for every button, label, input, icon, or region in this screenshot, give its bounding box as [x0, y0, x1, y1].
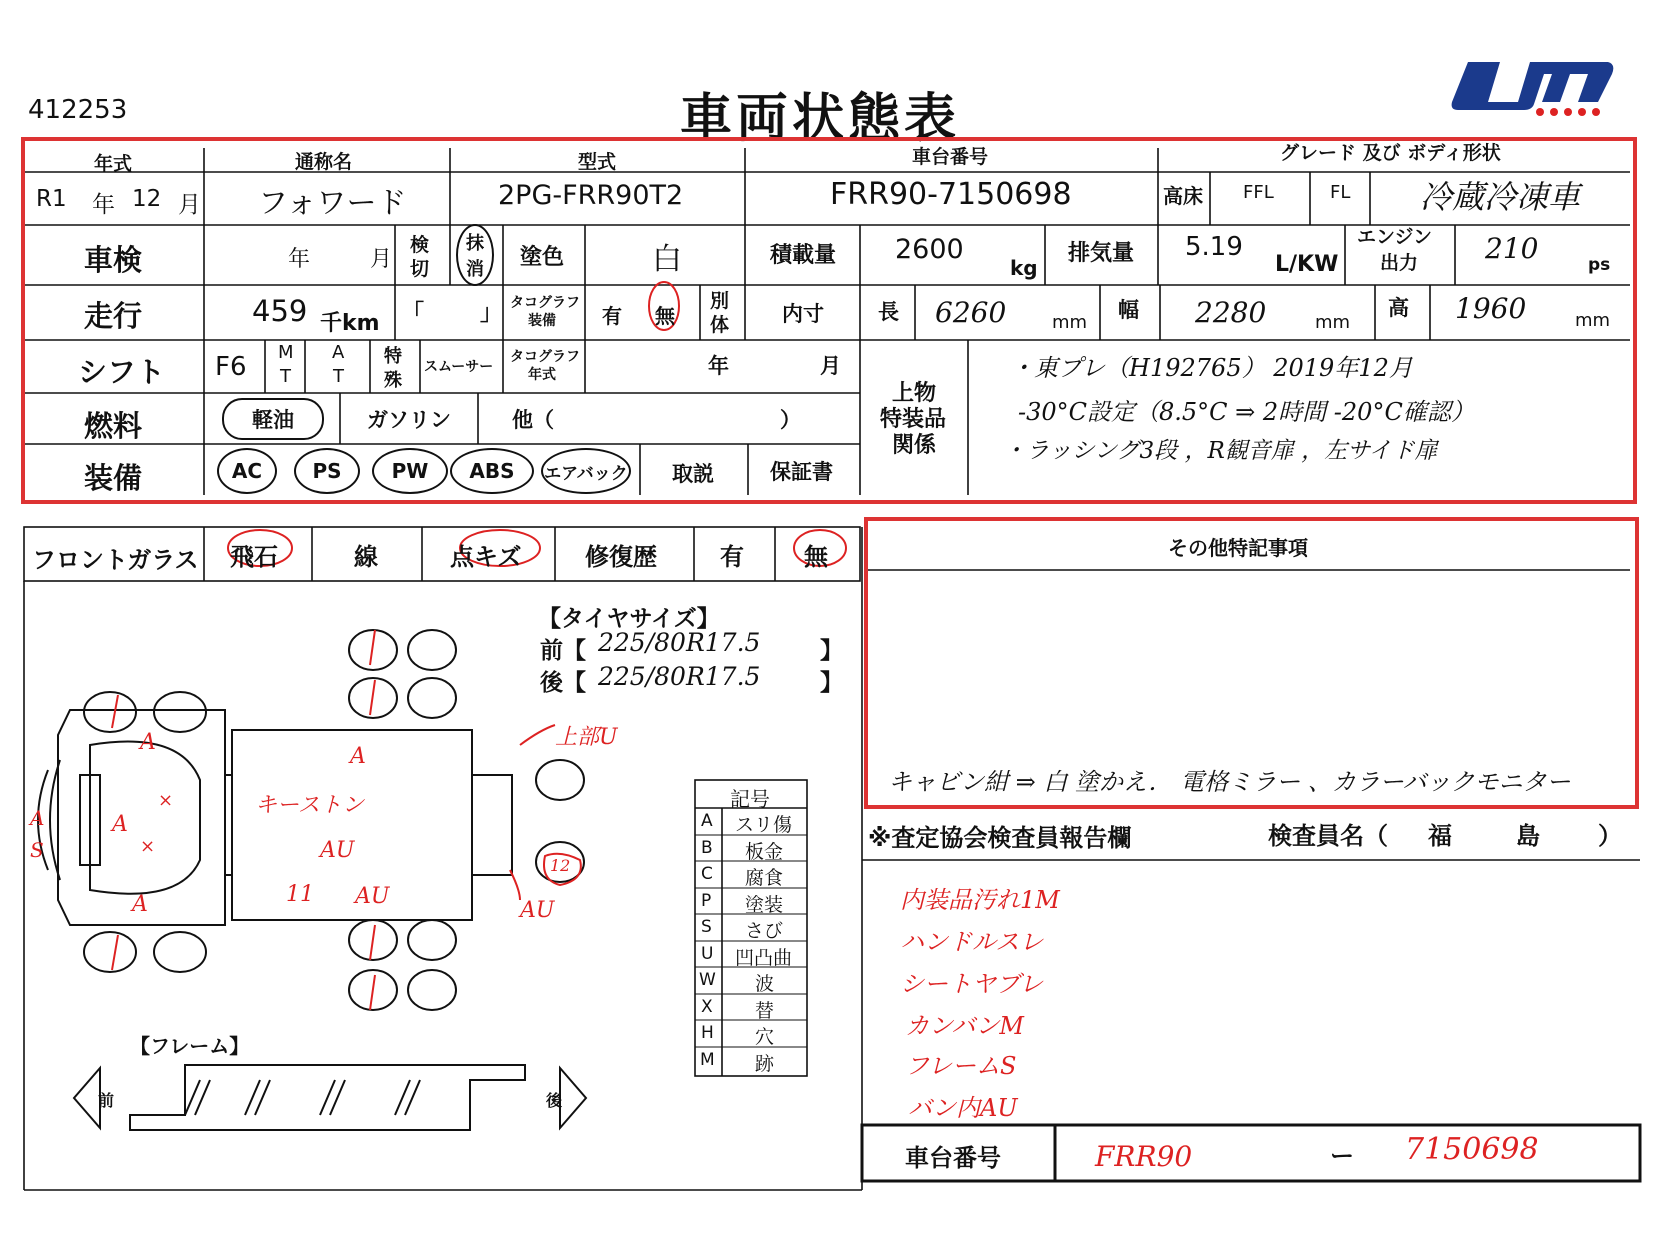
legend-key: H [701, 1023, 714, 1043]
mark-as-s: S [30, 838, 44, 862]
displacement-value: 5.19 [1185, 232, 1243, 262]
fuel-other-close: ） [780, 408, 801, 432]
mark-au-3: AU [520, 898, 555, 923]
vehicle-model: 2PG-FRR90T2 [498, 180, 684, 211]
legend-key: C [701, 864, 713, 884]
height-unit: mm [1575, 310, 1611, 331]
equipment-label: 装備 [84, 461, 143, 495]
mark-a-3: A [132, 892, 148, 917]
fuel-diesel: 軽油 [222, 398, 324, 440]
legend-value: スリ傷 [735, 814, 793, 836]
legend-value: 替 [755, 1000, 775, 1022]
expired-label-bottom: 切 [410, 258, 430, 280]
legend-key: S [701, 917, 712, 937]
legend-value: 波 [755, 973, 775, 995]
legend-value: 凹凸曲 [735, 947, 793, 969]
glass-line: 線 [354, 543, 378, 571]
mt-label-bottom: T [280, 366, 291, 387]
equip-ps: PS [294, 448, 360, 494]
equip-abs: ABS [450, 448, 534, 494]
legend-key: M [700, 1050, 715, 1070]
cargo-note-2: -30°C設定（8.5°C ⇒ 2時間 -20°C確認） [1018, 398, 1475, 426]
mark-a-4: A [350, 744, 366, 769]
inspector-note: ハンドルスレ [900, 928, 1044, 956]
frame-front: 前 [98, 1091, 115, 1110]
fuel-other: 他（ [512, 408, 554, 432]
inspector-report-title: ※査定協会検査員報告欄 [868, 824, 1132, 852]
mark-12: 12 [550, 856, 571, 875]
mileage-value: 459 [252, 294, 308, 328]
cancel-circle: 抹 消 [456, 224, 494, 286]
inspection-year-unit: 年 [288, 247, 311, 272]
mileage-label: 走行 [84, 299, 143, 333]
legend-key: W [699, 970, 716, 990]
mark-a-1: A [140, 730, 156, 755]
equip-ac: AC [217, 448, 277, 494]
page-title: 車両状態表 [680, 89, 961, 149]
cargo-label-2: 特装品 [880, 407, 947, 432]
special-label-bottom: 殊 [384, 370, 402, 391]
legend-key: B [701, 838, 713, 858]
legend-value: 塗装 [745, 894, 784, 916]
inspector-note: カンバンM [905, 1012, 1024, 1040]
footer-chassis-dash: ー [1330, 1142, 1354, 1170]
tachograph-label-bottom: 装備 [528, 313, 556, 329]
fuel-label: 燃料 [84, 409, 143, 443]
glass-scratch: 点キズ [450, 543, 522, 571]
length-label: 長 [878, 300, 899, 324]
mark-top-u: 上部U [555, 725, 618, 750]
year-era: R1 [36, 186, 67, 212]
legend-value: 穴 [755, 1026, 775, 1048]
inspector-note: フレームS [905, 1052, 1017, 1080]
cargo-note-1: ・東プレ（H192765） 2019年12月 [1010, 354, 1413, 382]
separate-label-bottom: 体 [710, 314, 730, 336]
repair-yes: 有 [720, 543, 744, 571]
tachograph-yes: 有 [602, 304, 622, 328]
mark-au-1: AU [320, 838, 355, 863]
width-unit: mm [1315, 312, 1351, 333]
footer-chassis-label: 車台番号 [905, 1144, 1001, 1172]
equip-pw: PW [372, 448, 448, 494]
inspector-note: 内装品汚れ1M [900, 886, 1060, 914]
inner-dimension-label: 内寸 [782, 302, 824, 326]
front-glass-label: フロントガラス [32, 546, 199, 574]
inspector-name-close: ） [1598, 822, 1622, 850]
shift-label: シフト [78, 355, 166, 389]
tachograph-year-top: タコグラフ [510, 349, 580, 365]
displacement-label: 排気量 [1068, 241, 1135, 266]
tachograph-no: 無 [655, 304, 675, 328]
legend-title: 記号 [730, 787, 770, 811]
inspector-name-label: 検査員名（ [1268, 822, 1388, 850]
tire-front-close: 】 [820, 638, 843, 664]
repair-history-label: 修復歴 [585, 543, 657, 571]
ffl-option: FFL [1243, 182, 1274, 203]
month-value: 12 [132, 186, 162, 212]
footer-chassis-number: 7150698 [1405, 1132, 1539, 1167]
length-value: 6260 [935, 296, 1007, 329]
vehicle-name: フォワード [258, 186, 407, 221]
equip-airbag: エアバック [541, 448, 631, 494]
engine-label-top: エンジン [1357, 226, 1433, 248]
other-notes-title: その他特記事項 [1168, 536, 1308, 560]
engine-label-bottom: 出力 [1380, 252, 1419, 274]
equip-warranty: 保証書 [770, 460, 833, 484]
bracket-right: 」 [480, 301, 503, 326]
mark-x-1: × [158, 790, 174, 811]
height-value: 1960 [1455, 292, 1527, 325]
mark-as-a: A [30, 806, 45, 830]
repair-no: 無 [804, 543, 828, 571]
load-value: 2600 [895, 234, 964, 265]
tachograph-year-unit: 年 [708, 354, 729, 378]
tachograph-month-unit: 月 [820, 354, 841, 378]
other-notes-text: キャビン紺 ⇒ 白 塗かえ． 電格ミラー 、カラーバックモニター [888, 768, 1571, 796]
tire-rear-close: 】 [820, 670, 843, 696]
grade-header: グレード 及び ボディ形状 [1280, 142, 1501, 164]
legend-value: 跡 [755, 1053, 775, 1075]
high-floor-option: 高床 [1163, 184, 1203, 208]
color-value: 白 [652, 242, 682, 277]
smoother-label: スムーサー [424, 359, 494, 375]
special-label-top: 特 [384, 346, 402, 367]
engine-output: 210 [1485, 232, 1539, 265]
year-header: 年式 [94, 153, 133, 175]
inspection-label: 車検 [84, 243, 143, 277]
legend-key: A [701, 811, 713, 831]
at-label-top: A [332, 342, 345, 363]
year-unit: 年 [92, 192, 115, 218]
month-unit: 月 [178, 192, 201, 218]
inspector-name-first: 福 [1428, 822, 1452, 850]
tire-front-label: 前【 [540, 638, 586, 664]
legend-value: 板金 [745, 841, 784, 863]
cargo-label-3: 関係 [892, 433, 937, 458]
legend-key: P [701, 891, 712, 911]
equip-manual: 取説 [672, 462, 714, 486]
at-label-bottom: T [333, 366, 344, 387]
frame-title: 【フレーム】 [130, 1034, 250, 1058]
mileage-unit: 千km [320, 311, 380, 336]
model-header: 型式 [578, 151, 617, 173]
glass-chip: 飛石 [230, 543, 278, 571]
legend-value: さび [745, 920, 784, 942]
inspector-note: バン内AU [908, 1094, 1018, 1122]
expired-label-top: 検 [410, 234, 430, 256]
width-label: 幅 [1118, 298, 1139, 322]
separate-label-top: 別 [710, 290, 730, 312]
document-id: 412253 [28, 95, 128, 125]
frame-rear: 後 [546, 1091, 563, 1110]
tire-rear-size: 225/80R17.5 [598, 662, 761, 691]
mt-label-top: M [278, 342, 294, 363]
chassis-header: 車台番号 [912, 146, 989, 168]
mark-keystone: キーストン [255, 793, 364, 818]
tire-size-title: 【タイヤサイズ】 [538, 606, 720, 632]
bracket-left: 「 [402, 301, 425, 326]
mark-x-2: × [140, 836, 156, 857]
color-label: 塗色 [520, 245, 565, 270]
body-type: 冷蔵冷凍車 [1420, 178, 1581, 216]
fuel-gasoline: ガソリン [367, 408, 451, 432]
company-logo [1448, 52, 1616, 118]
mark-a-2: A [112, 812, 128, 837]
engine-unit: ps [1588, 255, 1611, 275]
height-label: 高 [1388, 296, 1409, 320]
width-value: 2280 [1195, 296, 1267, 329]
fl-option: FL [1330, 182, 1351, 203]
tachograph-year-bottom: 年式 [528, 367, 556, 383]
legend-key: X [701, 997, 713, 1017]
cargo-label-1: 上物 [892, 381, 937, 406]
cargo-note-3: ・ラッシング3段 ，R観音扉 ，左サイド扉 [1003, 438, 1438, 464]
load-label: 積載量 [770, 243, 837, 268]
name-header: 通称名 [295, 151, 353, 173]
tire-front-size: 225/80R17.5 [598, 628, 761, 657]
legend-key: U [701, 944, 714, 964]
displacement-unit: L/KW [1275, 252, 1339, 277]
tire-rear-label: 後【 [540, 670, 586, 696]
shift-value: F6 [215, 352, 247, 382]
mark-11: 11 [286, 882, 314, 907]
inspector-note: シートヤブレ [900, 970, 1044, 998]
chassis-number: FRR90-7150698 [830, 177, 1072, 212]
inspector-name-second: 島 [1516, 822, 1540, 850]
footer-chassis-prefix: FRR90 [1095, 1140, 1193, 1173]
tachograph-label-top: タコグラフ [510, 295, 580, 311]
mark-au-2: AU [355, 884, 390, 909]
load-unit: kg [1010, 256, 1038, 280]
legend-value: 腐食 [745, 867, 784, 889]
length-unit: mm [1052, 312, 1088, 333]
inspection-month-unit: 月 [370, 247, 393, 272]
